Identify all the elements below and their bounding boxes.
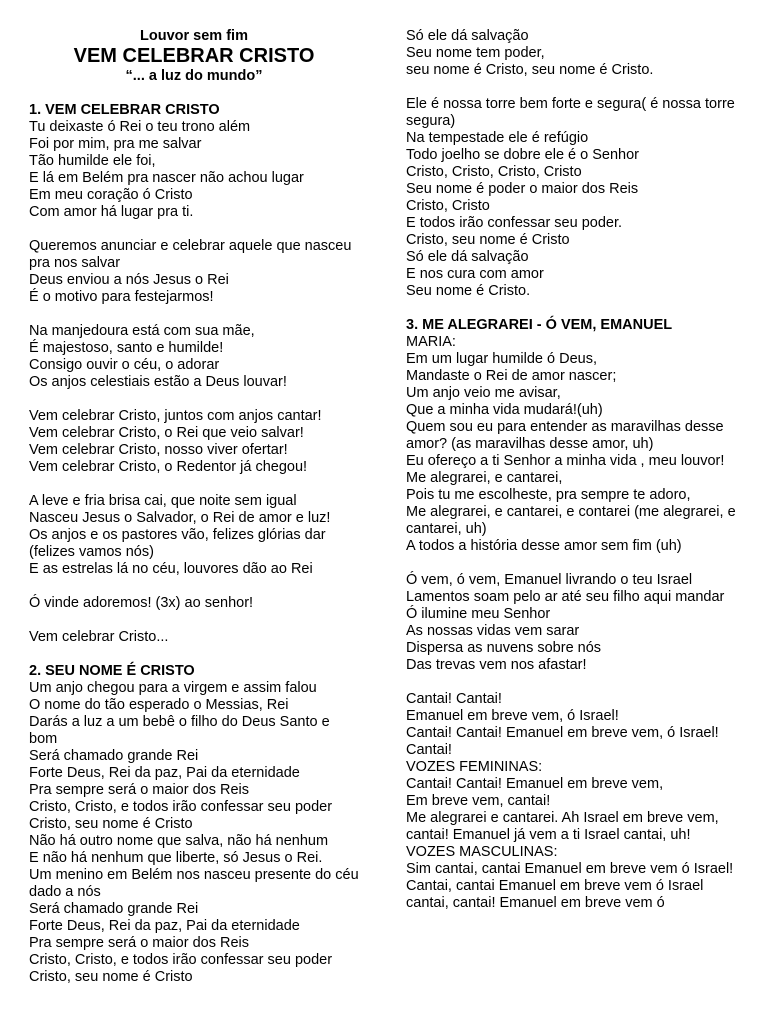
left-lyrics	[29, 85, 359, 986]
lyric-line: Quem sou eu para entender as maravilhas desse amor? (as maravilhas desse amor, uh)	[406, 419, 724, 452]
lyric-line: Dispersa as nuvens sobre nós	[406, 640, 602, 656]
stanza-gap	[406, 300, 741, 317]
document-header	[29, 28, 359, 85]
lyric-line: Será chamado grande Rei	[29, 901, 199, 917]
lyric-line: É majestoso, santo e humilde!	[29, 340, 224, 356]
lyric-line: Forte Deus, Rei da paz, Pai da eternidade	[29, 765, 300, 781]
lyric-line: Todo joelho se dobre ele é o Senhor	[406, 147, 639, 163]
lyric-line: Lamentos soam pelo ar até seu filho aqui mandar	[406, 589, 725, 605]
lyric-line: Cristo, seu nome é Cristo	[406, 232, 570, 248]
lyric-line: Cantai! Cantai!	[406, 691, 502, 707]
lyric-line: Me alegrarei e cantarei. Ah Israel em breve vem, cantai! Emanuel já vem a ti Israel cantai, uh!	[406, 810, 719, 843]
lyric-line: Tu deixaste ó Rei o teu trono além	[29, 119, 251, 135]
lyric-line: Vem celebrar Cristo, o Redentor já chegou!	[29, 459, 308, 475]
lyric-line: Mandaste o Rei de amor nascer;	[406, 368, 617, 384]
stanza-gap	[29, 612, 359, 629]
lyric-line: Eu ofereço a ti Senhor a minha vida , meu louvor!	[406, 453, 725, 469]
lyric-line: Ó ilumine meu Senhor	[406, 606, 551, 622]
lyric-line: Das trevas vem nos afastar!	[406, 657, 587, 673]
lyric-line: Um anjo veio me avisar,	[406, 385, 561, 401]
lyric-line: Forte Deus, Rei da paz, Pai da eternidade	[29, 918, 300, 934]
lyric-line: Não há outro nome que salva, não há nenhum	[29, 833, 329, 849]
lyric-line: Me alegrarei, e cantarei,	[406, 470, 563, 486]
lyric-line: E nos cura com amor	[406, 266, 544, 282]
lyric-line: Darás a luz a um bebê o filho do Deus Santo e bom	[29, 714, 330, 747]
document-title: VEM CELEBRAR CRISTO	[73, 45, 315, 67]
lyric-line: E não há nenhum que liberte, só Jesus o Rei.	[29, 850, 323, 866]
lyric-line: MARIA:	[406, 334, 456, 350]
lyric-line: Na manjedoura está com sua mãe,	[29, 323, 255, 339]
lyric-line: Pois tu me escolheste, pra sempre te adoro,	[406, 487, 691, 503]
right-column	[406, 28, 741, 912]
left-column	[29, 28, 359, 986]
lyric-line: Me alegrarei, e cantarei, e contarei (me alegrarei, e cantarei, uh)	[406, 504, 736, 537]
lyric-line: Cristo, seu nome é Cristo	[29, 969, 193, 985]
lyric-line: Queremos anunciar e celebrar aquele que nasceu pra nos salvar	[29, 238, 352, 271]
lyric-line: A leve e fria brisa cai, que noite sem igual	[29, 493, 297, 509]
lyric-line: Pra sempre será o maior dos Reis	[29, 782, 249, 798]
lyric-line: Em um lugar humilde ó Deus,	[406, 351, 597, 367]
lyric-line: Seu nome tem poder,	[406, 45, 545, 61]
lyric-line: Cristo, Cristo, e todos irão confessar seu poder	[29, 952, 333, 968]
lyric-line: Na tempestade ele é refúgio	[406, 130, 589, 146]
lyric-line: É o motivo para festejarmos!	[29, 289, 214, 305]
lyric-line: Só ele dá salvação	[406, 28, 529, 44]
stanza-gap	[29, 391, 359, 408]
header-pretitle: Louvor sem fim	[140, 28, 248, 44]
stanza-gap	[29, 646, 359, 663]
lyric-line: Cristo, Cristo, Cristo, Cristo	[406, 164, 582, 180]
lyric-line: Vem celebrar Cristo, o Rei que veio salvar!	[29, 425, 304, 441]
lyric-line: Que a minha vida mudará!(uh)	[406, 402, 603, 418]
stanza-gap	[406, 79, 741, 96]
lyric-line: Em breve vem, cantai!	[406, 793, 551, 809]
lyric-line: Deus enviou a nós Jesus o Rei	[29, 272, 229, 288]
lyric-line: As nossas vidas vem sarar	[406, 623, 580, 639]
document-subtitle: “... a luz do mundo”	[125, 68, 263, 84]
stanza-gap	[29, 221, 359, 238]
lyric-line: E lá em Belém pra nascer não achou lugar	[29, 170, 304, 186]
lyric-line: Só ele dá salvação	[406, 249, 529, 265]
lyric-line: Os anjos e os pastores vão, felizes glórias dar (felizes vamos nós)	[29, 527, 326, 560]
lyric-line: Pra sempre será o maior dos Reis	[29, 935, 249, 951]
lyric-line: Emanuel em breve vem, ó Israel!	[406, 708, 619, 724]
stanza-gap	[406, 555, 741, 572]
stanza-gap	[29, 306, 359, 323]
lyric-line: Tão humilde ele foi,	[29, 153, 156, 169]
lyric-line: Cristo, Cristo	[406, 198, 490, 214]
section-title: 1. VEM CELEBRAR CRISTO	[29, 102, 220, 118]
lyric-line: Ó vem, ó vem, Emanuel livrando o teu Israel	[406, 572, 693, 588]
lyric-line: Vem celebrar Cristo, juntos com anjos cantar!	[29, 408, 322, 424]
lyric-line: Vem celebrar Cristo, nosso viver ofertar!	[29, 442, 288, 458]
stanza-gap	[29, 578, 359, 595]
lyric-line: Cantai! Cantai! Emanuel em breve vem,	[406, 776, 664, 792]
lyric-line: Os anjos celestiais estão a Deus louvar!	[29, 374, 287, 390]
lyric-line: Cantai! Cantai! Emanuel em breve vem, ó Israel! Cantai!	[406, 725, 719, 758]
lyric-line: E todos irão confessar seu poder.	[406, 215, 623, 231]
lyric-line: Seu nome é Cristo.	[406, 283, 531, 299]
section-title: 3. ME ALEGRAREI - Ó VEM, EMANUEL	[406, 317, 673, 333]
lyric-line: Foi por mim, pra me salvar	[29, 136, 202, 152]
lyric-line: Seu nome é poder o maior dos Reis	[406, 181, 639, 197]
lyric-line: Com amor há lugar pra ti.	[29, 204, 194, 220]
right-lyrics	[406, 28, 741, 912]
lyric-line: Consigo ouvir o céu, o adorar	[29, 357, 220, 373]
stanza-gap	[29, 85, 359, 102]
stanza-gap	[29, 476, 359, 493]
lyric-line: Vem celebrar Cristo...	[29, 629, 169, 645]
lyric-line: Ó vinde adoremos! (3x) ao senhor!	[29, 595, 254, 611]
lyric-line: Será chamado grande Rei	[29, 748, 199, 764]
lyric-line: Sim cantai, cantai Emanuel em breve vem ó Israel! Cantai, cantai Emanuel em breve vem ó Israel cantai, cantai! Emanuel em breve vem ó	[406, 861, 734, 911]
lyric-line: Um anjo chegou para a virgem e assim falou	[29, 680, 317, 696]
lyric-line: Em meu coração ó Cristo	[29, 187, 193, 203]
lyric-line: O nome do tão esperado o Messias, Rei	[29, 697, 289, 713]
lyric-line: Ele é nossa torre bem forte e segura( é nossa torre segura)	[406, 96, 735, 129]
lyric-line: seu nome é Cristo, seu nome é Cristo.	[406, 62, 654, 78]
stanza-gap	[406, 674, 741, 691]
lyric-line: Nasceu Jesus o Salvador, o Rei de amor e luz!	[29, 510, 331, 526]
lyric-line: VOZES MASCULINAS:	[406, 844, 558, 860]
lyric-line: Cristo, Cristo, e todos irão confessar seu poder	[29, 799, 333, 815]
lyric-line: Cristo, seu nome é Cristo	[29, 816, 193, 832]
lyric-line: A todos a história desse amor sem fim (uh)	[406, 538, 682, 554]
lyric-line: E as estrelas lá no céu, louvores dão ao Rei	[29, 561, 313, 577]
lyric-line: Um menino em Belém nos nasceu presente do céu dado a nós	[29, 867, 359, 900]
section-title: 2. SEU NOME É CRISTO	[29, 663, 195, 679]
lyric-line: VOZES FEMININAS:	[406, 759, 543, 775]
